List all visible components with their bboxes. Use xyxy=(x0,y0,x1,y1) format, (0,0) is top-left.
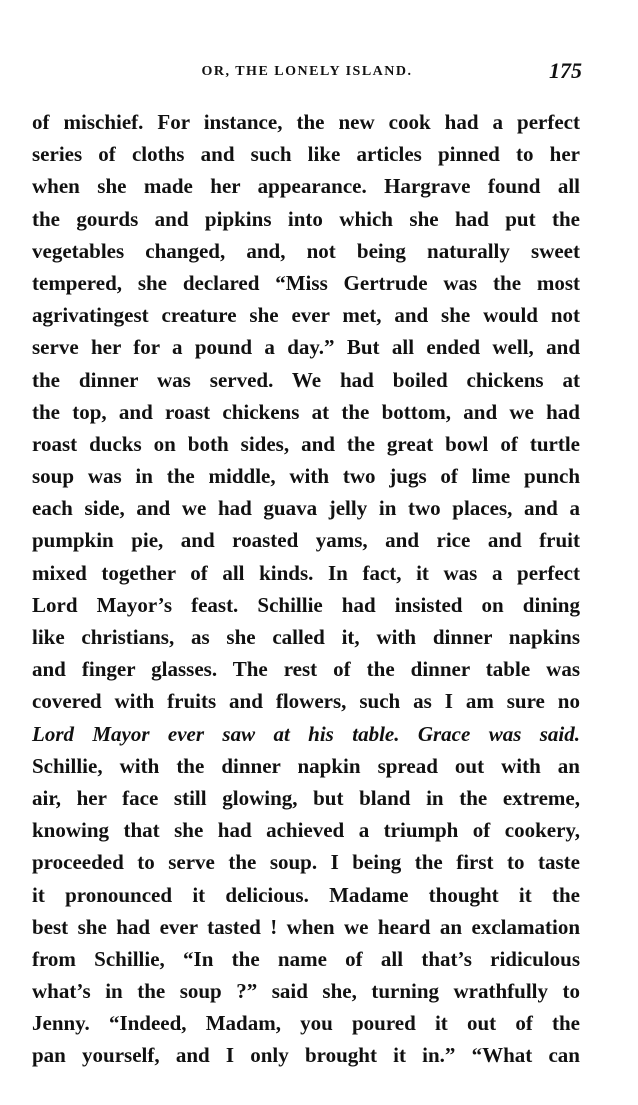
text-line: soup was in the middle, with two jugs of lime punch xyxy=(32,464,580,489)
text-line: mixed together of all kinds. In fact, it was a perfect xyxy=(32,560,580,585)
text-line: the top, and roast chickens at the bottom, and we had xyxy=(32,399,580,424)
text-line: pan yourself, and I only brought it in.” “What can xyxy=(32,1043,580,1068)
text-line: from Schillie, “In the name of all that’s ridiculous xyxy=(32,946,580,971)
text-line: vegetables changed, and, not being naturally sweet xyxy=(32,238,580,263)
text-line: covered with fruits and flowers, such as I am sure no xyxy=(32,689,580,714)
running-title: OR, THE LONELY ISLAND. xyxy=(201,64,413,79)
text-line: Schillie, with the dinner napkin spread out with an xyxy=(32,753,580,778)
text-line: roast ducks on both sides, and the great bowl of turtle xyxy=(32,431,580,456)
text-line: proceeded to serve the soup. I being the first to taste xyxy=(32,850,580,875)
running-head xyxy=(32,56,582,86)
text-line: like christians, as she called it, with dinner napkins xyxy=(32,625,580,649)
text-line: what’s in the soup ?” said she, turning wrathfully to xyxy=(32,979,580,1004)
body-text xyxy=(32,106,580,1072)
text-line: each side, and we had guava jelly in two places, and a xyxy=(32,496,580,521)
text-line: the gourds and pipkins into which she had put the xyxy=(32,206,580,231)
text-line: tempered, she declared “Miss Gertrude was the most xyxy=(32,270,580,295)
page-number: 175 xyxy=(549,58,582,83)
text-line: the dinner was served. We had boiled chickens at xyxy=(32,367,580,392)
text-line: Jenny. “Indeed, Madam, you poured it out of the xyxy=(32,1011,580,1036)
text-line: pumpkin pie, and roasted yams, and rice and fruit xyxy=(32,528,580,553)
text-line: series of cloths and such like articles pinned to her xyxy=(32,142,580,167)
text-line: Lord Mayor’s feast. Schillie had insisted on dining xyxy=(32,592,580,617)
text-line: agrivatingest creature she ever met, and she would not xyxy=(32,303,580,328)
text-line: serve her for a pound a day.” But all ended well, and xyxy=(32,335,580,360)
text-line: it pronounced it delicious. Madame thought it the xyxy=(32,882,580,907)
text-line: of mischief. For instance, the new cook had a perfect xyxy=(32,110,580,134)
text-line: air, her face still glowing, but bland in the extreme, xyxy=(32,785,580,810)
text-line-italic: Lord Mayor ever saw at his table. Grace was said. xyxy=(32,721,580,746)
text-line: best she had ever tasted ! when we heard an exclamation xyxy=(32,914,580,939)
text-line: knowing that she had achieved a triumph of cookery, xyxy=(32,818,580,843)
text-line: and finger glasses. The rest of the dinner table was xyxy=(32,657,580,682)
text-line: when she made her appearance. Hargrave found all xyxy=(32,174,580,199)
